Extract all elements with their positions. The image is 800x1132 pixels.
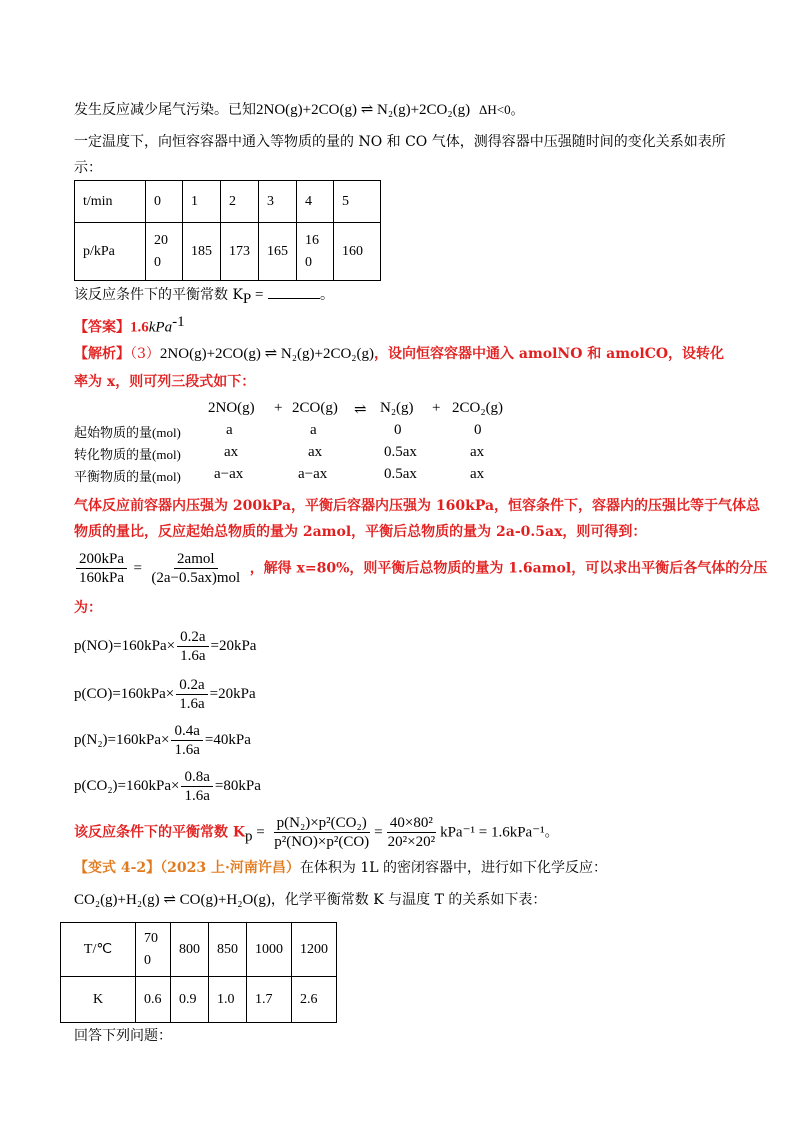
partial-lhs: p(NO)=160kPa×	[74, 637, 176, 654]
table-cell: 4	[297, 181, 334, 223]
table-cell: 185	[183, 223, 221, 281]
table-cell: t/min	[75, 181, 146, 223]
para1-line1: 一定温度下，向恒容容器中通入等物质的量的 NO 和 CO 气体，测得容器中压强随时间的变化关系如表所	[74, 134, 726, 150]
stage-header: ⇌	[354, 402, 367, 418]
three-stage-table	[74, 400, 534, 486]
stage-header: 2NO(g)	[208, 400, 255, 416]
stage-header: 2CO₂(g)	[452, 400, 504, 416]
para2-line1: 气体反应前容器内压强为 200kPa，平衡后容器内压强为 160kPa，恒容条件下，容器内的压强比等于气体总	[74, 498, 761, 514]
partial-frac	[176, 676, 207, 713]
partial-rhs: =20kPa	[209, 685, 256, 702]
intro-line	[74, 100, 524, 120]
pressure-table	[74, 180, 381, 281]
partial-den: 1.6a	[184, 788, 210, 804]
table-cell: 1	[183, 181, 221, 223]
para1-line2: 示：	[74, 160, 102, 176]
kp-den: 20²×20²	[387, 834, 436, 850]
stage-cell: a−ax	[214, 466, 244, 482]
analysis-line2: 率为 x，则可列三段式如下：	[74, 374, 256, 390]
table-cell: 0.9	[171, 977, 209, 1023]
stage-cell: 0.5ax	[384, 444, 417, 460]
question-line	[74, 284, 334, 309]
stage-header: +	[432, 400, 441, 416]
table-cell: 5	[334, 181, 381, 223]
table-cell: 0	[146, 181, 183, 223]
analysis-text1: ，设向恒容容器中通入 amolNO 和 amolCO，设转化	[374, 346, 725, 362]
analysis-equation: 2NO(g)+2CO(g) ⇌ N₂(g)+2CO₂(g)	[159, 346, 375, 362]
partial-pressure-co2	[74, 768, 261, 805]
answer-blank	[268, 284, 320, 299]
table-cell: 1.7	[247, 977, 292, 1023]
partial-lhs: p(CO)=160kPa×	[74, 685, 175, 702]
stage-cell: ax	[308, 444, 323, 460]
stage-cell: 0.5ax	[384, 466, 417, 482]
ratio-line2: 为：	[74, 600, 102, 616]
question-eq: =	[251, 287, 264, 303]
ratio-den: 160kPa	[79, 570, 124, 586]
partial-den: 1.6a	[179, 696, 205, 712]
table-cell: 3	[259, 181, 297, 223]
stage-cell: ax	[224, 444, 239, 460]
partial-lhs: p(CO₂)=160kPa×	[74, 777, 180, 794]
partial-rhs: =20kPa	[210, 637, 257, 654]
stage-cell: a	[226, 422, 233, 438]
stage-row-label: 起始物质的量(mol)	[74, 425, 181, 440]
stage-cell: ax	[470, 466, 485, 482]
partial-pressure-co	[74, 676, 256, 713]
partial-pressure-n2	[74, 722, 251, 759]
table-cell: 1200	[292, 923, 337, 977]
table-cell: p/kPa	[75, 223, 146, 281]
stage-cell: a−ax	[298, 466, 328, 482]
intro-equation: 2NO(g)+2CO(g) ⇌ N₂(g)+2CO₂(g)	[256, 102, 471, 118]
partial-num: 0.2a	[177, 628, 208, 647]
stage-cell: a	[310, 422, 317, 438]
ratio-num: 2amol	[174, 550, 218, 569]
kp-sub: p	[245, 828, 253, 845]
table-cell: 700	[136, 923, 171, 977]
variant-line	[74, 858, 607, 878]
ratio-den: (2a−0.5ax)mol	[151, 570, 241, 586]
table-cell: 200	[146, 223, 183, 281]
kp-line: 该反应条件下的平衡常数 $K_p$ = $\frac{\text{p(N₂)×p²(CO₂)}}{\text{p²(NO)×p²(CO)}}$ = $\frac{\text{40×80²}}{\text{20²×20²}}$ kPa⁻¹ = 1.6kPa⁻¹。	[74, 815, 559, 850]
question-text: 该反应条件下的平衡常数 K	[74, 287, 243, 303]
partial-frac	[181, 768, 212, 805]
kp-frac-1	[271, 814, 372, 851]
stage-cell: 0	[394, 422, 402, 438]
partial-rhs: =80kPa	[214, 777, 261, 794]
kp-den: p²(NO)×p²(CO)	[274, 834, 370, 850]
kp-rest: kPa⁻¹ = 1.6kPa⁻¹	[440, 824, 545, 841]
analysis-line1	[74, 344, 724, 364]
ratio-frac-right	[148, 550, 243, 587]
partial-rhs: =40kPa	[204, 731, 251, 748]
stage-cell: 0	[474, 422, 482, 438]
stage-row-label: 转化物质的量(mol)	[74, 447, 181, 462]
answer-line	[74, 312, 185, 338]
table-cell: 0.6	[136, 977, 171, 1023]
table-row	[75, 181, 381, 223]
partial-frac	[177, 628, 208, 665]
partial-num: 0.8a	[181, 768, 212, 787]
ratio-text: ，解得 x=80%，则平衡后总物质的量为 1.6amol，可以求出平衡后各气体的分压	[249, 560, 768, 577]
reaction2-line	[74, 890, 546, 910]
partial-pressure-no	[74, 628, 256, 665]
kp-eq: =	[252, 824, 265, 841]
stage-header: N₂(g)	[380, 400, 414, 416]
stage-row-label: 平衡物质的量(mol)	[74, 469, 181, 484]
variant-text: 在体积为 1L 的密闭容器中，进行如下化学反应：	[299, 860, 607, 876]
table-cell: 1000	[247, 923, 292, 977]
kp-num: p(N₂)×p²(CO₂)	[274, 814, 370, 833]
question-sub: P	[242, 290, 252, 307]
partial-num: 0.2a	[176, 676, 207, 695]
ratio-frac-left	[76, 550, 127, 587]
kp-frac-2	[385, 814, 438, 851]
reaction2-text: ，化学平衡常数 K 与温度 T 的关系如下表：	[270, 892, 547, 908]
table-cell: 2	[221, 181, 259, 223]
answer-sup: -1	[172, 314, 185, 330]
closing-line: 回答下列问题：	[74, 1028, 172, 1044]
kp-end: 。	[544, 824, 559, 841]
partial-lhs: p(N₂)=160kPa×	[74, 731, 170, 748]
table-cell: 850	[209, 923, 247, 977]
table-cell: 165	[259, 223, 297, 281]
table-cell: 160	[334, 223, 381, 281]
table-cell: 160	[297, 223, 334, 281]
partial-den: 1.6a	[174, 742, 200, 758]
table-cell: 2.6	[292, 977, 337, 1023]
stage-header: 2CO(g)	[292, 400, 338, 416]
stage-cell: ax	[470, 444, 485, 460]
table-cell: 800	[171, 923, 209, 977]
answer-unit: kPa	[148, 319, 173, 336]
table-cell: T/℃	[61, 923, 136, 977]
para2-line2: 物质的量比，反应起始总物质的量为 2amol，平衡后总物质的量为 2a-0.5ax，则可得到：	[74, 524, 647, 540]
table-cell: 1.0	[209, 977, 247, 1023]
answer-value: 1.6	[130, 319, 149, 336]
question-end: 。	[319, 287, 334, 303]
kp-text: 该反应条件下的平衡常数 K	[74, 824, 246, 841]
table-row	[61, 977, 337, 1023]
partial-num: 0.4a	[171, 722, 202, 741]
analysis-num: （3）	[130, 346, 160, 362]
variant-label: 【变式 4-2】	[74, 860, 161, 876]
table-row	[75, 223, 381, 281]
partial-den: 1.6a	[180, 648, 206, 664]
intro-prefix: 发生反应减少尾气污染。已知	[74, 102, 256, 118]
analysis-label: 【解析】	[74, 346, 130, 362]
variant-source: （2023 上·河南许昌）	[160, 860, 300, 876]
answer-label: 【答案】	[74, 319, 130, 336]
intro-dh: ΔH<0。	[479, 102, 524, 117]
kp-num: 40×80²	[387, 814, 436, 833]
reaction2-equation: CO₂(g)+H₂(g) ⇌ CO(g)+H₂O(g)	[74, 892, 271, 908]
table-row	[61, 923, 337, 977]
ratio-num: 200kPa	[76, 550, 127, 569]
table-cell: 173	[221, 223, 259, 281]
partial-frac	[171, 722, 202, 759]
ratio-line: $\frac{\text{200kPa}}{\text{160kPa}}$ = $\frac{\text{2amol}}{\text{(2a−0.5ax)mol}}$ ，解得 x=80%，则平衡后总物质的量为 1.6amol，可以求出平衡后各气体的分压	[74, 550, 767, 587]
equilibrium-constant-table	[60, 922, 337, 1023]
table-cell: K	[61, 977, 136, 1023]
stage-header: +	[274, 400, 283, 416]
